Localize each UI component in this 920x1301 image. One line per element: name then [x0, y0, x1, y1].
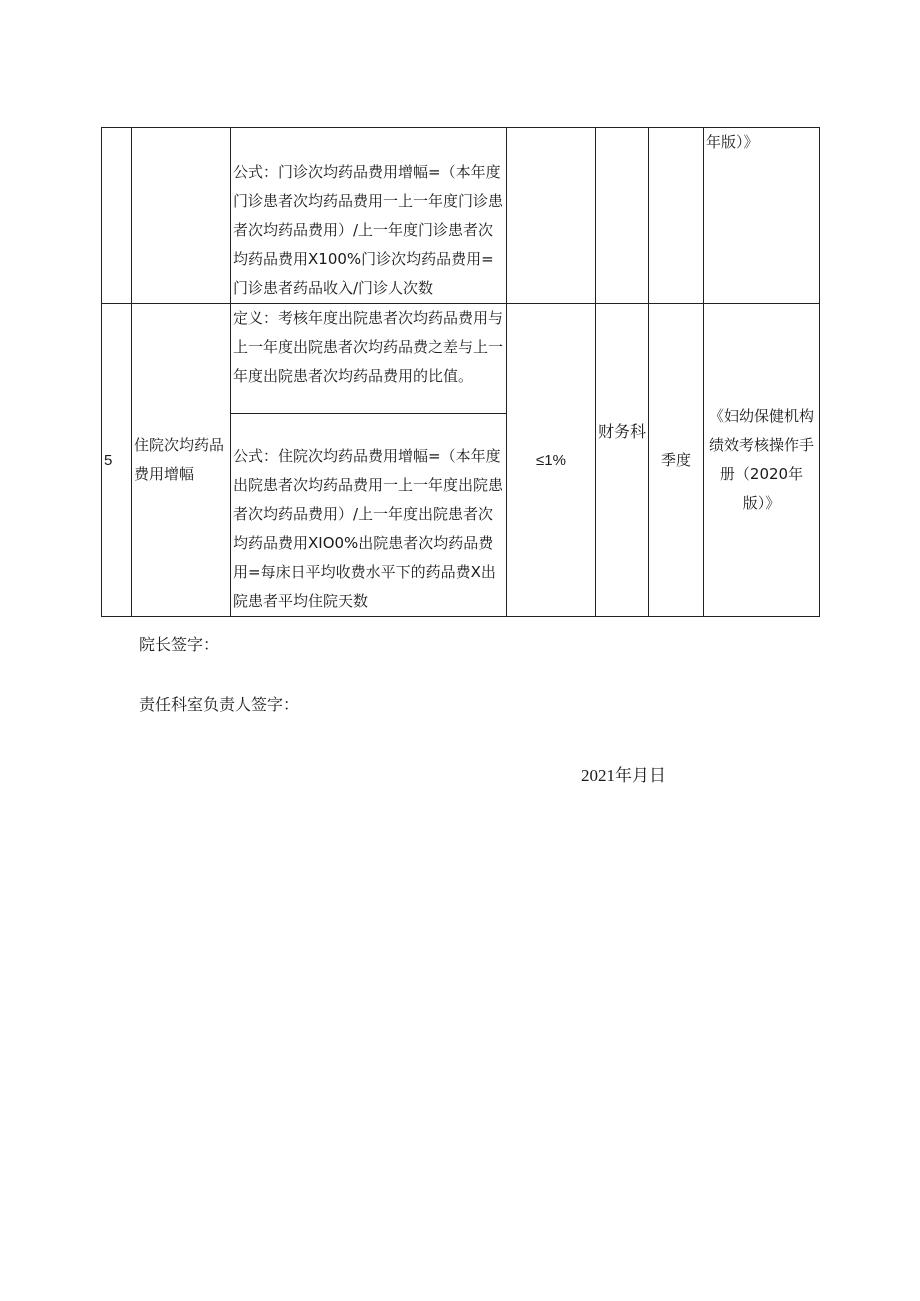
definition-text: 定义：考核年度出院患者次均药品费用与上一年度出院患者次均药品费之差与上一年度出院患者次均药品费用的比值。 — [233, 309, 504, 385]
source-text-prev: 年版）》 — [706, 133, 759, 151]
frequency-value: 季度 — [660, 450, 691, 469]
table-row-5-definition — [102, 304, 820, 414]
indicator-name-cell — [132, 304, 231, 617]
row-index: 5 — [104, 451, 113, 469]
frequency-cell-empty — [649, 128, 704, 304]
formula-cell-prev — [231, 128, 507, 304]
target-cell-empty — [507, 128, 596, 304]
indicator-name: 住院次均药品费用增幅 — [134, 436, 225, 483]
frequency-cell — [649, 304, 704, 617]
metrics-table — [101, 127, 820, 617]
source-text: 《妇幼保健机构绩效考核操作手册（2020年版）》 — [708, 407, 814, 512]
department-cell-empty — [596, 128, 649, 304]
formula-text: 公式：住院次均药品费用增幅=（本年度出院患者次均药品费用一上一年度出院患者次均药品费用）/上一年度出院患者次均药品费用XIO0%出院患者次均药品费用=每床日平均收费水平下的药品费X出院患者平均住院天数 — [233, 447, 504, 610]
department-name: 财务科 — [598, 422, 647, 441]
definition-cell — [231, 304, 507, 414]
source-cell — [704, 304, 820, 617]
director-signature-label: 院长签字： — [139, 635, 220, 654]
index-cell — [102, 304, 132, 617]
formula-cell — [231, 414, 507, 617]
formula-text-prev: 公式：门诊次均药品费用增幅=（本年度门诊患者次均药品费用一上一年度门诊患者次均药品费用）/上一年度门诊患者次均药品费用X100%门诊次均药品费用=门诊患者药品收入/门诊人次数 — [233, 163, 504, 297]
target-cell — [507, 304, 596, 617]
source-cell-prev — [704, 128, 820, 304]
name-cell-empty — [132, 128, 231, 304]
table-row-prev — [102, 128, 820, 304]
index-cell-empty — [102, 128, 132, 304]
responsible-signature-label: 责任科室负责人签字： — [139, 695, 300, 714]
target-value: ≤1% — [536, 451, 566, 469]
date-line: 2021年月日 — [581, 766, 666, 785]
department-cell — [596, 304, 649, 617]
